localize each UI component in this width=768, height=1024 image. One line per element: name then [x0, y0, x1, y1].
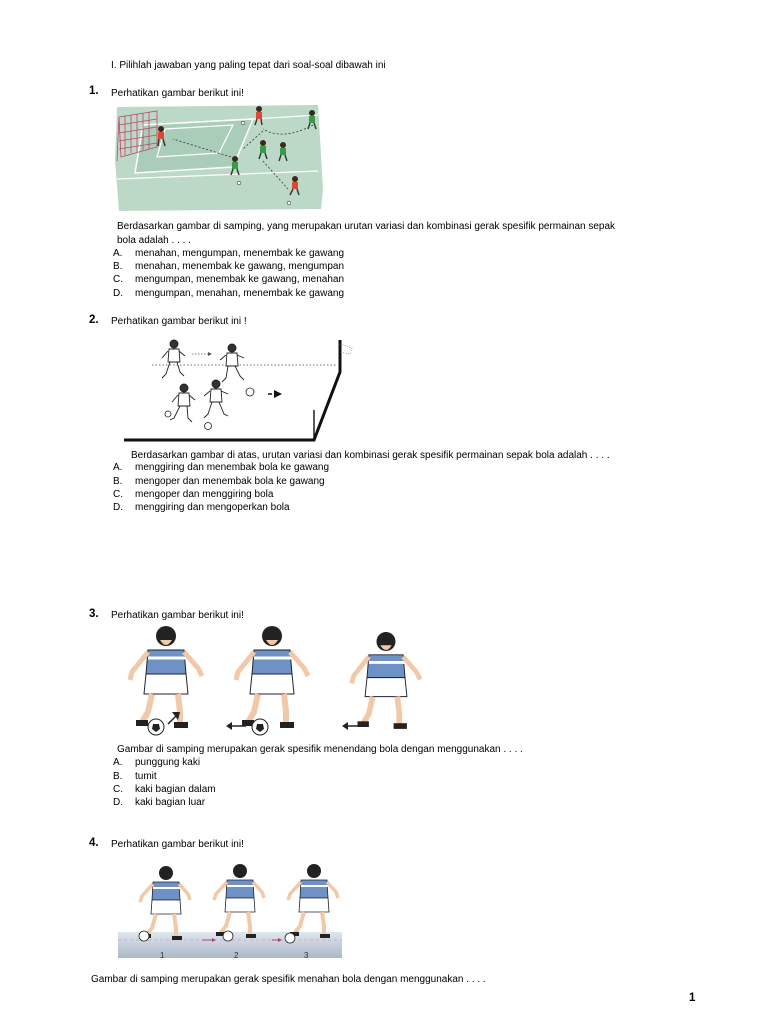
- question-2-option-d[interactable]: [113, 501, 290, 514]
- question-3-stem: Gambar di samping merupakan gerak spesifik menendang bola dengan menggunakan . . . .: [117, 744, 523, 755]
- question-1-option-d[interactable]: [113, 287, 344, 300]
- question-2-number: 2.: [89, 314, 99, 326]
- option-letter: B.: [113, 476, 123, 487]
- question-1-option-c[interactable]: [113, 273, 344, 286]
- option-letter: D.: [113, 797, 123, 808]
- option-letter: C.: [113, 489, 123, 500]
- option-letter: C.: [113, 784, 123, 795]
- option-letter: A.: [113, 757, 123, 768]
- question-1-number: 1.: [89, 85, 99, 97]
- option-text: menggiring dan menembak bola ke gawang: [135, 462, 330, 473]
- question-1-stem-line2: bola adalah . . . .: [117, 235, 191, 246]
- question-3-number: 3.: [89, 608, 99, 620]
- option-text: kaki bagian luar: [135, 797, 206, 808]
- instruction-text: I. Pilihlah jawaban yang paling tepat dari soal-soal dibawah ini: [111, 60, 386, 71]
- option-text: menahan, mengumpan, menembak ke gawang: [135, 248, 345, 259]
- question-3-prompt: Perhatikan gambar berikut ini!: [111, 610, 244, 621]
- question-1-prompt: Perhatikan gambar berikut ini!: [111, 88, 244, 99]
- question-1-stem-line1: Berdasarkan gambar di samping, yang merupakan urutan variasi dan kombinasi gerak spesifik permainan sepak: [117, 221, 616, 232]
- question-2-option-b[interactable]: [113, 475, 325, 488]
- option-letter: D.: [113, 288, 123, 299]
- figure-label-2: 2: [234, 951, 239, 960]
- question-4-prompt: Perhatikan gambar berikut ini!: [111, 839, 244, 850]
- question-2-prompt: Perhatikan gambar berikut ini !: [111, 316, 247, 327]
- figure-label-3: 3: [304, 951, 309, 960]
- question-4-stem: Gambar di samping merupakan gerak spesifik menahan bola dengan menggunakan . . . .: [91, 974, 486, 985]
- option-letter: D.: [113, 502, 123, 513]
- question-3-option-a[interactable]: [113, 756, 200, 769]
- question-3-figure: [120, 626, 430, 738]
- option-letter: B.: [113, 261, 123, 272]
- question-3-option-c[interactable]: [113, 783, 216, 796]
- question-2-figure: [122, 334, 360, 446]
- question-1-figure: [113, 101, 325, 213]
- option-text: mengoper dan menembak bola ke gawang: [135, 476, 325, 487]
- question-2-option-c[interactable]: [113, 488, 273, 501]
- question-2-stem: Berdasarkan gambar di atas, urutan variasi dan kombinasi gerak spesifik permainan sepak bola adalah . . . .: [131, 450, 610, 461]
- question-2-option-a[interactable]: [113, 461, 329, 474]
- question-4-figure: [118, 862, 342, 964]
- question-1-option-b[interactable]: [113, 260, 344, 273]
- option-letter: A.: [113, 462, 123, 473]
- option-text: menahan, menembak ke gawang, mengumpan: [135, 261, 345, 272]
- figure-label-1: 1: [160, 951, 165, 960]
- question-1-option-a[interactable]: [113, 247, 344, 260]
- option-text: mengoper dan menggiring bola: [135, 489, 274, 500]
- option-letter: B.: [113, 771, 123, 782]
- option-text: mengumpan, menembak ke gawang, menahan: [135, 274, 345, 285]
- page-number: 1: [689, 992, 696, 1004]
- option-text: mengumpan, menahan, menembak ke gawang: [135, 288, 345, 299]
- question-3-option-b[interactable]: [113, 770, 157, 783]
- question-3-option-d[interactable]: [113, 796, 205, 809]
- option-text: menggiring dan mengoperkan bola: [135, 502, 290, 513]
- question-4-number: 4.: [89, 837, 99, 849]
- option-text: kaki bagian dalam: [135, 784, 216, 795]
- option-text: punggung kaki: [135, 757, 201, 768]
- option-letter: C.: [113, 274, 123, 285]
- option-text: tumit: [135, 771, 157, 782]
- option-letter: A.: [113, 248, 123, 259]
